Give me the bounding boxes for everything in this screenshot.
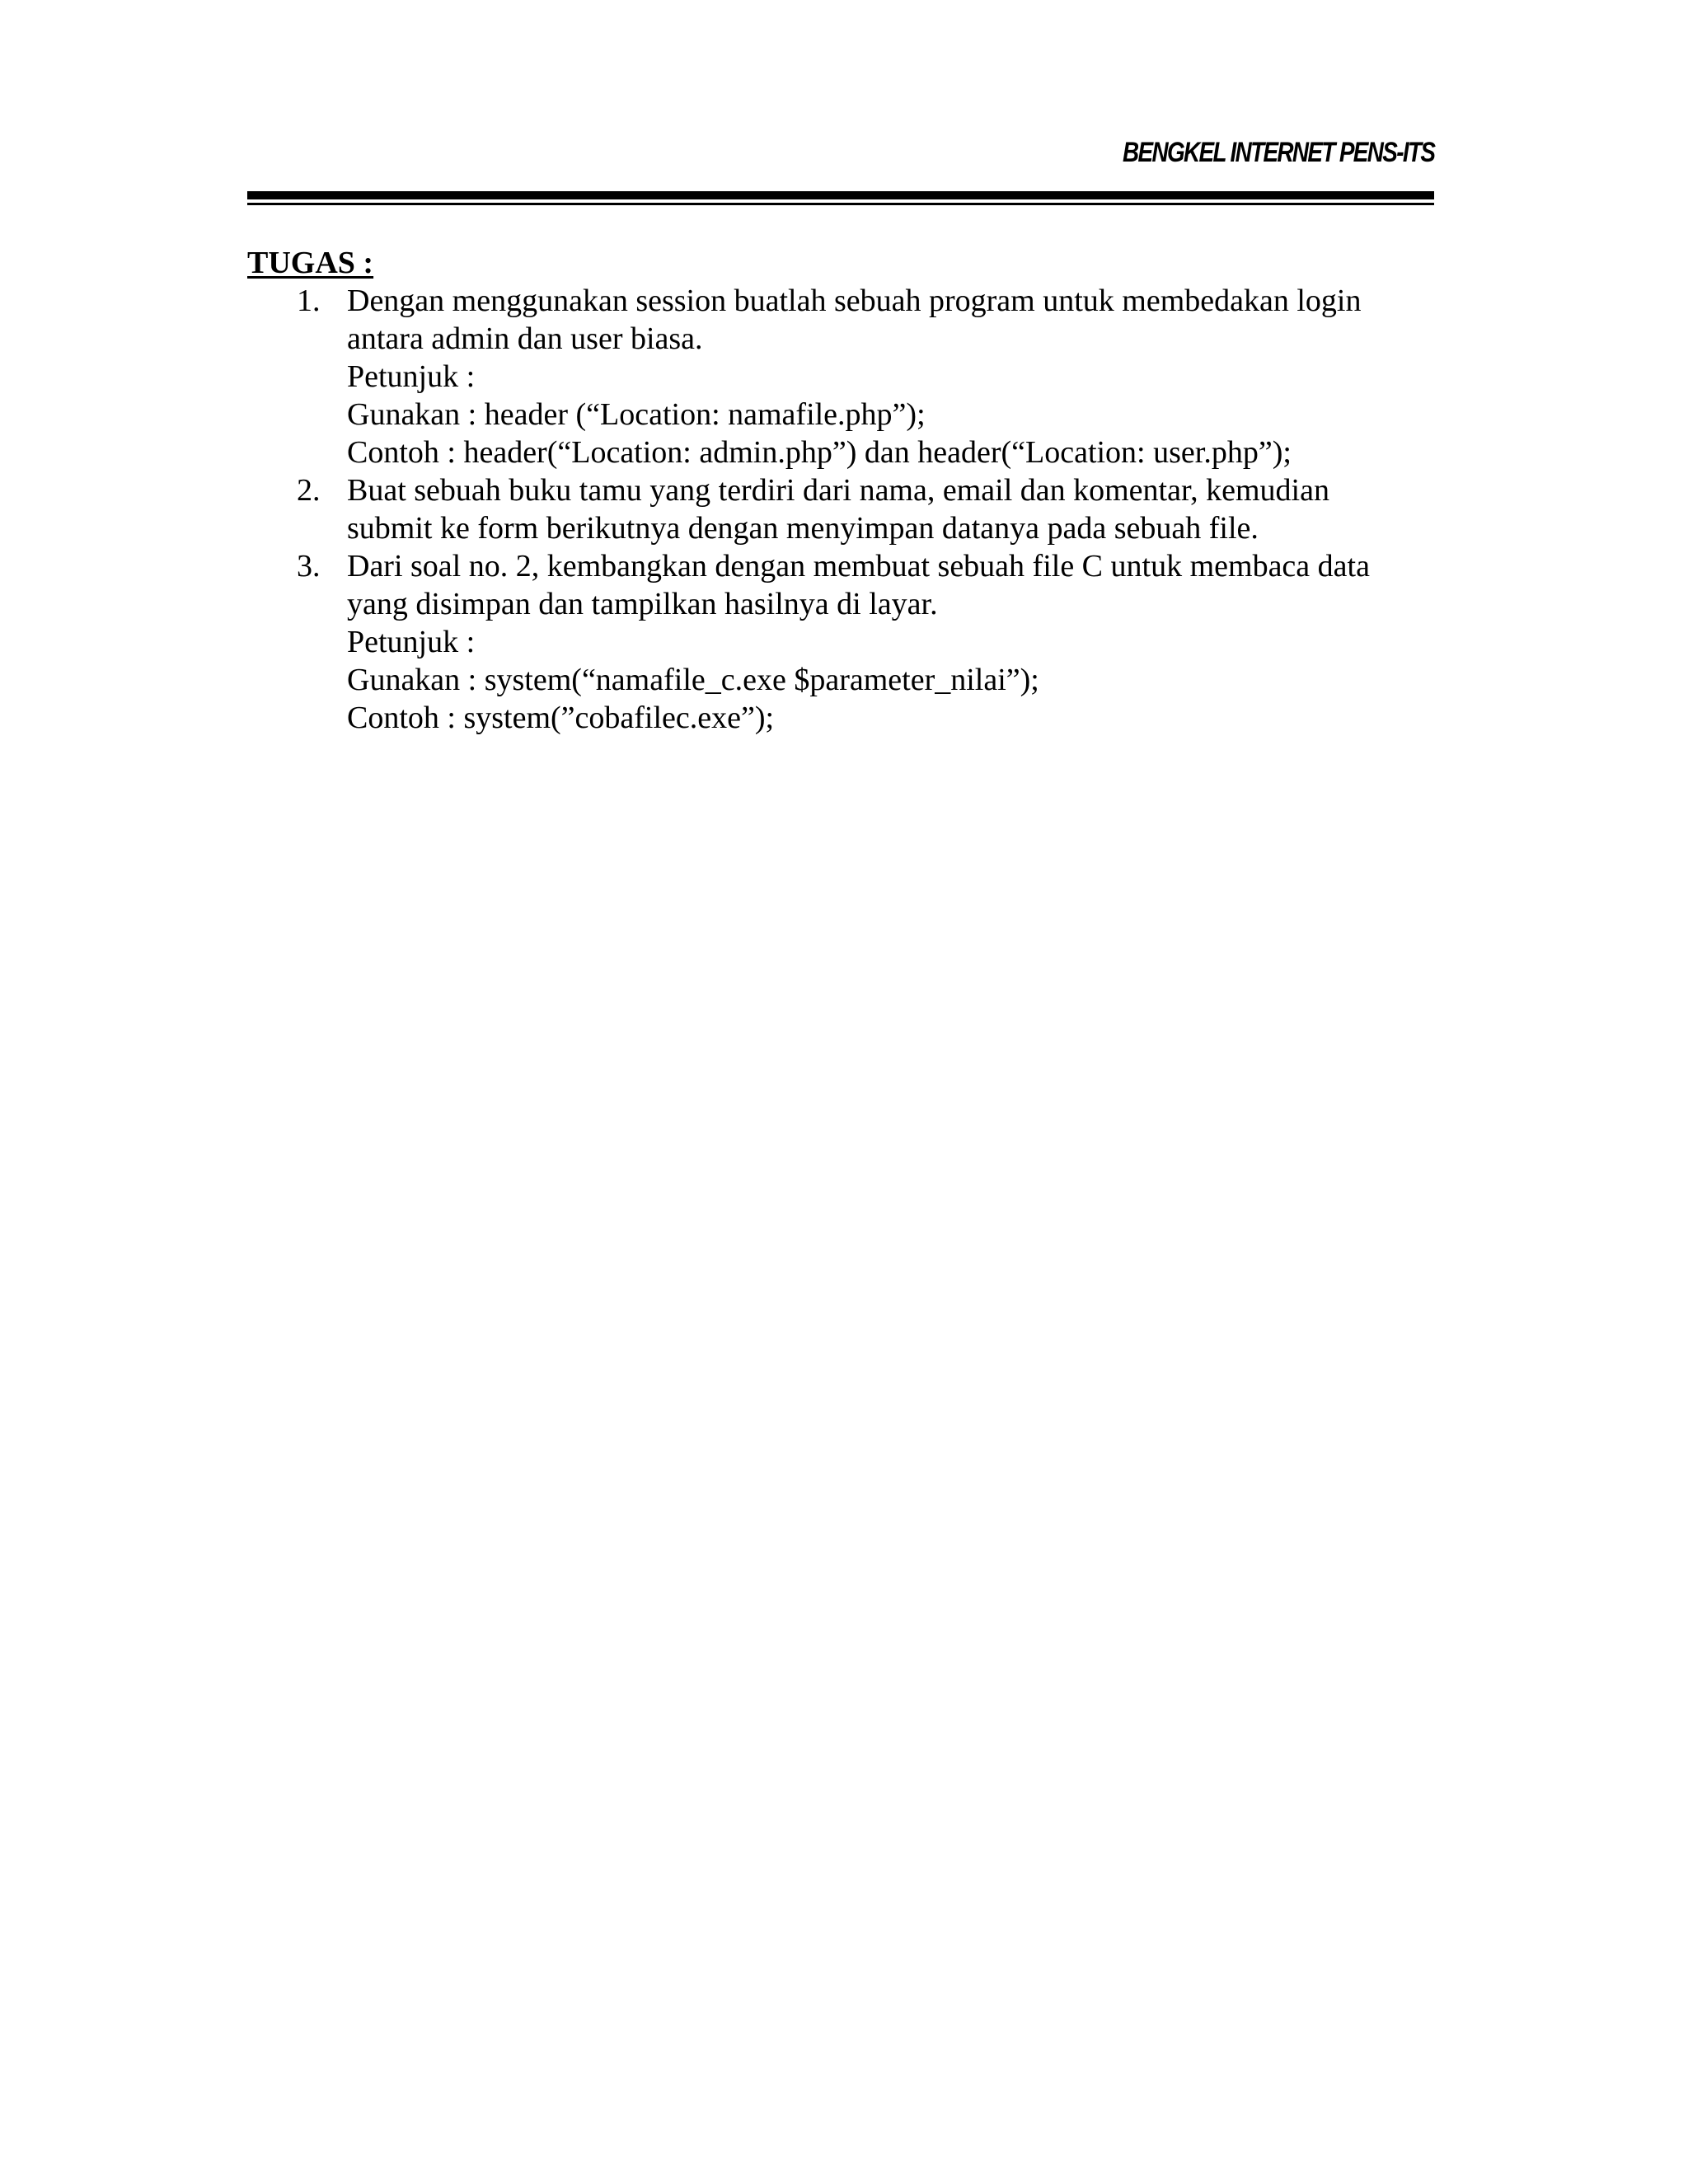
- task-line: antara admin dan user biasa.: [347, 321, 703, 356]
- task-line: Buat sebuah buku tamu yang terdiri dari nama, email dan komentar, kemudian: [347, 473, 1329, 508]
- task-line: Dari soal no. 2, kembangkan dengan membuat sebuah file C untuk membaca data: [347, 549, 1370, 583]
- task-line: yang disimpan dan tampilkan hasilnya di layar.: [347, 587, 938, 621]
- header-rule-thick: [247, 191, 1434, 199]
- header-title: BENGKEL INTERNET PENS-ITS: [1122, 137, 1434, 168]
- task-number: 1.: [297, 284, 321, 318]
- hint-usage: Gunakan : system(“namafile_c.exe $parameter_nilai”);: [347, 663, 1039, 697]
- task-item-2: [247, 471, 1451, 547]
- header-rule-thin: [247, 203, 1434, 205]
- page-header: [247, 132, 1434, 181]
- document-body: [247, 244, 1451, 737]
- task-number: 2.: [297, 473, 321, 508]
- task-line: Dengan menggunakan session buatlah sebuah program untuk membedakan login: [347, 284, 1362, 318]
- hint-usage: Gunakan : header (“Location: namafile.php”);: [347, 397, 926, 432]
- hint-example: Contoh : system(”cobafilec.exe”);: [347, 701, 775, 735]
- hint-example: Contoh : header(“Location: admin.php”) dan header(“Location: user.php”);: [347, 435, 1292, 470]
- task-number: 3.: [297, 549, 321, 583]
- hint-label: Petunjuk :: [347, 359, 476, 394]
- task-list: [247, 282, 1451, 737]
- task-item-3: [247, 547, 1451, 737]
- hint-label: Petunjuk :: [347, 625, 476, 659]
- task-line: submit ke form berikutnya dengan menyimpan datanya pada sebuah file.: [347, 511, 1259, 546]
- section-heading: TUGAS :: [247, 246, 374, 280]
- task-item-1: [247, 282, 1451, 471]
